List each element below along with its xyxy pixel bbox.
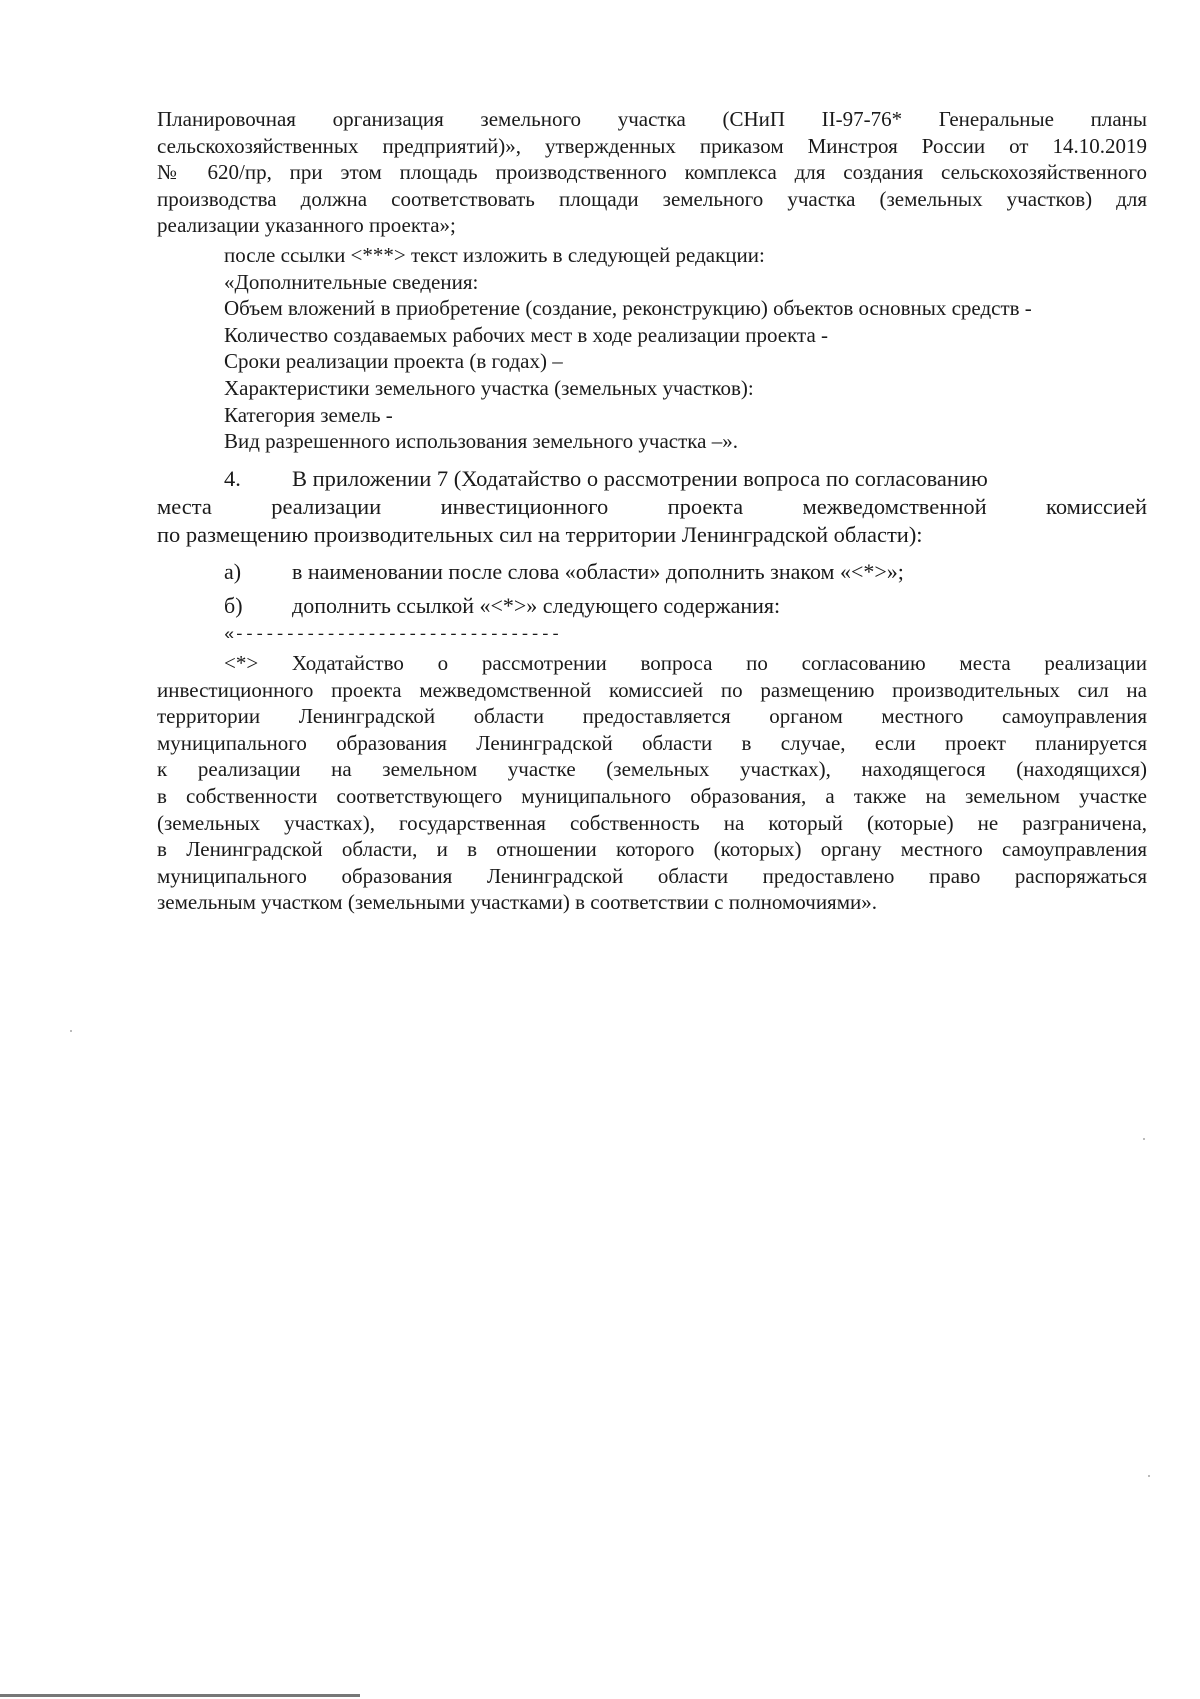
- text-line: земельным участком (земельными участками) в соответствии с полномочиями».: [157, 890, 877, 915]
- subitem-a: [157, 555, 1147, 589]
- text-line: инвестиционного проекта межведомственной комиссией по размещению производительных сил на: [157, 677, 1147, 702]
- text-line: «Дополнительные сведения:: [224, 269, 479, 294]
- text-line: территории Ленинградской области предоставляется органом местного самоуправления: [157, 704, 1147, 729]
- footnote-separator: «--------------------------------: [224, 626, 561, 645]
- text-line: к реализации на земельном участке (земельных участках), находящегося (находящихся): [157, 757, 1147, 782]
- scan-speck: [70, 1030, 72, 1032]
- text-line: (земельных участках), государственная собственность на который (которые) не разграничена,: [157, 810, 1147, 835]
- text-line: Категория земель -: [224, 402, 393, 427]
- subitem-b: [157, 589, 1147, 623]
- text-line: после ссылки <***> текст изложить в следующей редакции:: [224, 243, 765, 267]
- item-4: [157, 465, 1147, 649]
- text-line: реализации указанного проекта»;: [157, 213, 456, 238]
- continuation-paragraph: [157, 106, 1147, 239]
- text-line: сельскохозяйственных предприятий)», утвержденных приказом Минстроя России от 14.10.2019: [157, 133, 1147, 158]
- item-4-line2: места реализации инвестиционного проекта межведомственной комиссией: [157, 494, 1147, 519]
- item-number: 4.: [224, 466, 241, 491]
- text-line: № 620/пр, при этом площадь производственного комплекса для создания сельскохозяйственного: [157, 160, 1147, 185]
- footnote-paragraph: [157, 650, 1147, 916]
- text-line: Характеристики земельного участка (земельных участков):: [224, 375, 754, 400]
- text-line: в собственности соответствующего муниципального образования, а также на земельном участке: [157, 783, 1147, 808]
- subitem-mark: б): [224, 593, 243, 618]
- scan-speck: [1143, 1138, 1145, 1140]
- scan-speck: [1148, 1475, 1150, 1477]
- item-4-line3: по размещению производительных сил на территории Ленинградской области):: [157, 522, 923, 547]
- text-line: муниципального образования Ленинградской области предоставлено право распоряжаться: [157, 863, 1147, 888]
- text-line: муниципального образования Ленинградской области в случае, если проект планируется: [157, 730, 1147, 755]
- item-4-heading-line: [157, 465, 1147, 493]
- text-line: <*> Ходатайство о рассмотрении вопроса по согласованию места реализации: [224, 651, 1147, 675]
- subitem-text: в наименовании после слова «области» дополнить знаком «<*>»;: [292, 559, 904, 584]
- text-line: в Ленинградской области, и в отношении которого (которых) органу местного самоуправления: [157, 837, 1147, 862]
- text-line: Количество создаваемых рабочих мест в ходе реализации проекта -: [224, 322, 829, 347]
- subitem-text: дополнить ссылкой «<*>» следующего содержания:: [292, 593, 781, 618]
- text-line: производства должна соответствовать площади земельного участка (земельных участков) для: [157, 186, 1147, 211]
- item-4-line1: В приложении 7 (Ходатайство о рассмотрении вопроса по согласованию: [292, 466, 988, 491]
- reference-replacement-block: [157, 242, 1147, 455]
- subitem-mark: а): [224, 559, 242, 584]
- text-line: Вид разрешенного использования земельного участка –».: [224, 429, 738, 454]
- text-line: Планировочная организация земельного участка (СНиП II-97-76* Генеральные планы: [157, 107, 1147, 131]
- scan-edge-line: [0, 1694, 360, 1697]
- text-line: Сроки реализации проекта (в годах) –: [224, 349, 563, 374]
- text-line: Объем вложений в приобретение (создание, реконструкцию) объектов основных средств -: [224, 296, 1032, 321]
